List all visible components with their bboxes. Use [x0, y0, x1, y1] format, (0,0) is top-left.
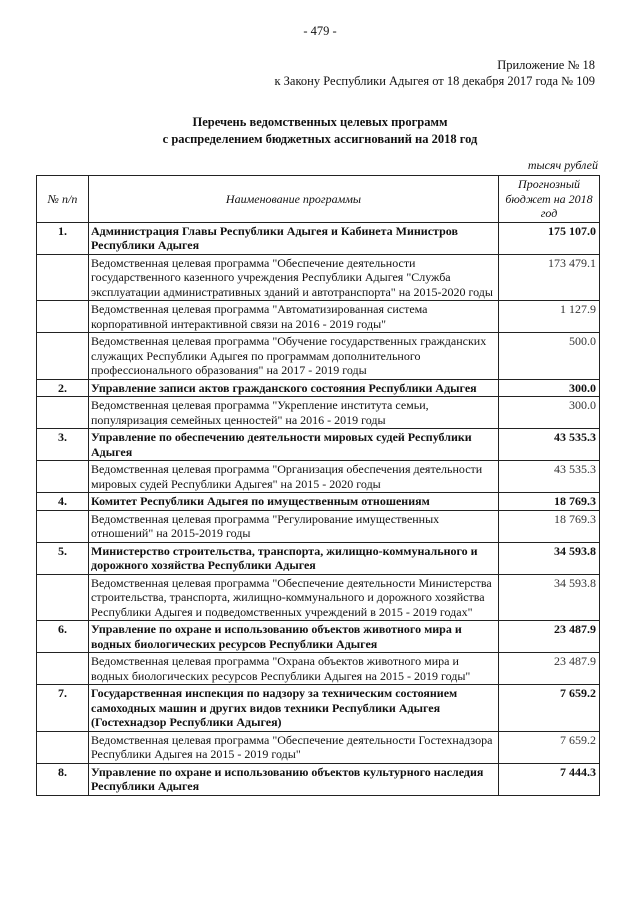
row-number: 4. [37, 493, 89, 511]
row-number: 6. [37, 621, 89, 653]
row-budget: 34 593.8 [499, 542, 600, 574]
table-row-program [37, 301, 600, 333]
row-name: Администрация Главы Республики Адыгея и Кабинета Министров Республики Адыгея [89, 222, 499, 254]
table-row-program [37, 461, 600, 493]
table-row-agency [37, 429, 600, 461]
row-number [37, 333, 89, 380]
row-number [37, 653, 89, 685]
table-header-row [37, 176, 600, 223]
row-number: 8. [37, 763, 89, 795]
row-budget: 175 107.0 [499, 222, 600, 254]
row-name: Государственная инспекция по надзору за техническим состоянием самоходных машин и других видов техники Республики Адыгея (Гостехнадзор Республики Адыгея) [89, 685, 499, 732]
table-row-program [37, 731, 600, 763]
appendix-label: Приложение № 18 [497, 58, 595, 72]
appendix-law-reference: к Закону Республики Адыгея от 18 декабря 2017 года № 109 [274, 74, 595, 88]
row-name: Управление по обеспечению деятельности мировых судей Республики Адыгея [89, 429, 499, 461]
document-title-line1: Перечень ведомственных целевых программ [192, 115, 448, 129]
table-body [37, 222, 600, 795]
row-number: 3. [37, 429, 89, 461]
header-num: № п/п [37, 176, 89, 223]
table-row-agency [37, 222, 600, 254]
row-budget: 7 444.3 [499, 763, 600, 795]
row-budget: 500.0 [499, 333, 600, 380]
row-number [37, 574, 89, 621]
row-budget: 300.0 [499, 397, 600, 429]
row-budget: 34 593.8 [499, 574, 600, 621]
row-number: 1. [37, 222, 89, 254]
row-name: Ведомственная целевая программа "Автоматизированная система корпоративной интерактивной связи на 2016 - 2019 годы" [89, 301, 499, 333]
row-budget: 173 479.1 [499, 254, 600, 301]
table-row-program [37, 653, 600, 685]
row-number [37, 731, 89, 763]
row-name: Ведомственная целевая программа "Охрана объектов животного мира и водных биологических ресурсов Республики Адыгея на 2015 - 2019 годы" [89, 653, 499, 685]
row-budget: 7 659.2 [499, 731, 600, 763]
row-name: Ведомственная целевая программа "Обеспечение деятельности Гостехнадзора Республики Адыгея на 2015 - 2019 годы" [89, 731, 499, 763]
row-name: Министерство строительства, транспорта, жилищно-коммунального и дорожного хозяйства Республики Адыгея [89, 542, 499, 574]
row-name: Комитет Республики Адыгея по имущественным отношениям [89, 493, 499, 511]
table-row-program [37, 333, 600, 380]
row-budget: 18 769.3 [499, 510, 600, 542]
row-budget: 300.0 [499, 379, 600, 397]
row-budget: 23 487.9 [499, 621, 600, 653]
row-number [37, 254, 89, 301]
row-name: Ведомственная целевая программа "Регулирование имущественных отношений" на 2015-2019 годы [89, 510, 499, 542]
table-row-agency [37, 685, 600, 732]
row-name: Ведомственная целевая программа "Обеспечение деятельности государственного казенного учреждения Республики Адыгея "Служба эксплуатации административных зданий и автотранспорта" на 2015-2020 годы [89, 254, 499, 301]
row-number [37, 510, 89, 542]
table-row-agency [37, 542, 600, 574]
row-budget: 43 535.3 [499, 429, 600, 461]
table-row-agency [37, 493, 600, 511]
programs-table [36, 175, 600, 796]
row-number: 7. [37, 685, 89, 732]
row-name: Ведомственная целевая программа "Обучение государственных гражданских служащих Республики Адыгея по программам дополнительного профессионального образования" на 2017 - 2019 годы [89, 333, 499, 380]
row-number [37, 397, 89, 429]
document-title-line2: с распределением бюджетных ассигнований на 2018 год [162, 132, 478, 146]
row-name: Управление по охране и использованию объектов животного мира и водных биологических ресурсов Республики Адыгея [89, 621, 499, 653]
row-budget: 18 769.3 [499, 493, 600, 511]
row-budget: 1 127.9 [499, 301, 600, 333]
row-number [37, 301, 89, 333]
row-name: Управление записи актов гражданского состояния Республики Адыгея [89, 379, 499, 397]
table-row-agency [37, 379, 600, 397]
row-name: Управление по охране и использованию объектов культурного наследия Республики Адыгея [89, 763, 499, 795]
row-budget: 7 659.2 [499, 685, 600, 732]
units-label: тысяч рублей [527, 158, 598, 172]
row-budget: 43 535.3 [499, 461, 600, 493]
header-budget: Прогнозный бюджет на 2018 год [499, 176, 600, 223]
row-number: 2. [37, 379, 89, 397]
row-number: 5. [37, 542, 89, 574]
row-name: Ведомственная целевая программа "Обеспечение деятельности Министерства строительства, транспорта, жилищно-коммунального и дорожного хозяйства Республики Адыгея и подведомственных учреждений в 2015 - 2019 годах" [89, 574, 499, 621]
row-budget: 23 487.9 [499, 653, 600, 685]
row-number [37, 461, 89, 493]
page-number: - 479 - [303, 24, 337, 38]
row-name: Ведомственная целевая программа "Укрепление института семьи, популяризация семейных ценностей" на 2016 - 2019 годы [89, 397, 499, 429]
table-row-program [37, 397, 600, 429]
row-name: Ведомственная целевая программа "Организация обеспечения деятельности мировых судей Республики Адыгея" на 2015 - 2020 годы [89, 461, 499, 493]
header-name: Наименование программы [89, 176, 499, 223]
table-row-program [37, 574, 600, 621]
table-row-program [37, 254, 600, 301]
table-row-agency [37, 763, 600, 795]
table-row-agency [37, 621, 600, 653]
table-row-program [37, 510, 600, 542]
